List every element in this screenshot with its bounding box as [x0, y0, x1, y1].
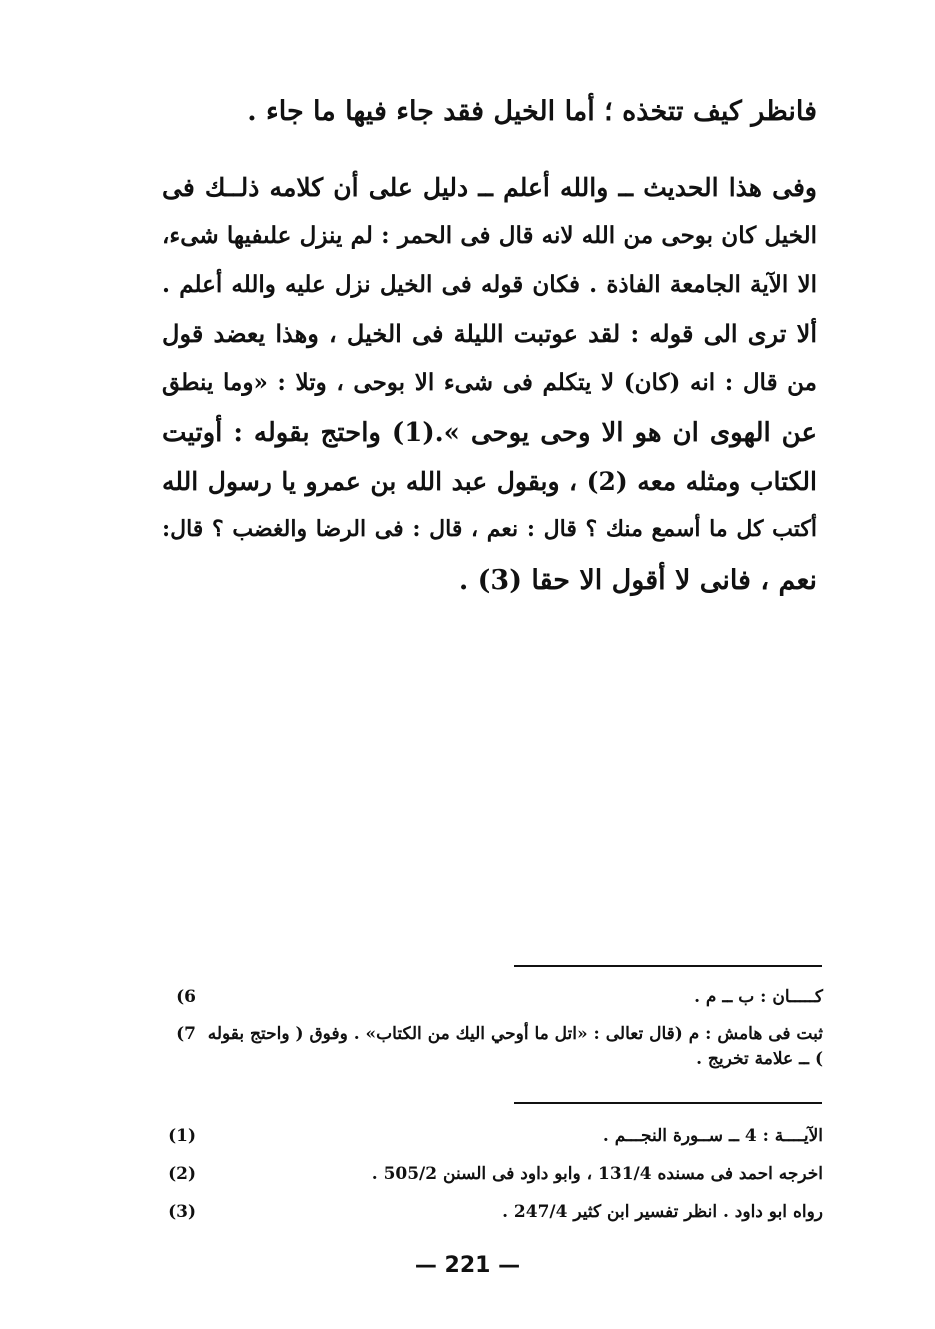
footnote-text: الآيــــة : 4 ــ ســورة النجـــم .: [602, 1126, 823, 1146]
footnote-number: (2): [168, 1164, 196, 1184]
paragraph-line: وفى هذا الحديث ــ والله أعلم ــ دليل على أن كلامه ذلــك فى: [162, 173, 817, 202]
footnote-number: (3): [168, 1202, 196, 1222]
footnote: [160, 1124, 823, 1149]
editor-note: [160, 985, 823, 1010]
paragraph-line: عن الهوى ان هو الا وحى يوحى ».(1) واحتج بقوله : أوتيت: [162, 418, 817, 448]
footnote-text: اخرجه احمد فى مسنده 131/4 ، وابو داود فى السنن 505/2 .: [371, 1164, 823, 1184]
paragraph-line: أكتب كل ما أسمع منك ؟ قال : نعم ، قال : فى الرضا والغضب ؟ قال:: [162, 516, 817, 542]
footnote-number: (1): [168, 1126, 196, 1146]
editor-note: [160, 1022, 823, 1071]
editor-note-number: 6): [176, 987, 196, 1007]
paragraph-line: الا الآية الجامعة الفاذة . فكان قوله فى الخيل نزل عليه والله أعلم .: [162, 271, 817, 298]
paragraph-line: الخيل كان بوحى من الله لانه قال فى الحمر : لم ينزل علىفيها شىء،: [162, 222, 817, 249]
footnote-text: رواه ابو داود . انظر تفسير ابن كثير 247/4 .: [502, 1202, 823, 1222]
footnote: [160, 1162, 823, 1187]
editor-note-number: 7): [176, 1024, 196, 1044]
paragraph-line: نعم ، فانى لا أقول الا حقا (3) .: [458, 565, 817, 596]
editor-note-text: ثبت فى هامش : م (قال تعالى : «اتل ما أوحي اليك من الكتاب» . وفوق ( واحتج بقوله ) ــ علامة تخريج .: [207, 1024, 823, 1069]
paragraph-line: الكتاب ومثله معه (2) ، وبقول عبد الله بن عمرو يا رسول الله: [162, 467, 817, 496]
paragraph-line: ألا ترى الى قوله : لقد عوتبت الليلة فى الخيل ، وهذا يعضد قول: [162, 319, 817, 348]
footnotes-divider: [514, 1102, 822, 1104]
opening-line: فانظر كيف تتخذه ؛ أما الخيل فقد جاء فيها ما جاء .: [247, 96, 817, 127]
editor-notes-divider: [514, 965, 822, 967]
footnote: [160, 1200, 823, 1225]
page-number: — 221 —: [414, 1253, 521, 1278]
editor-note-text: كـــــان : ب ــ م .: [694, 987, 823, 1007]
paragraph-line: من قال : انه (كان) لا يتكلم فى شىء الا بوحى ، وتلا : «وما ينطق: [162, 369, 817, 396]
